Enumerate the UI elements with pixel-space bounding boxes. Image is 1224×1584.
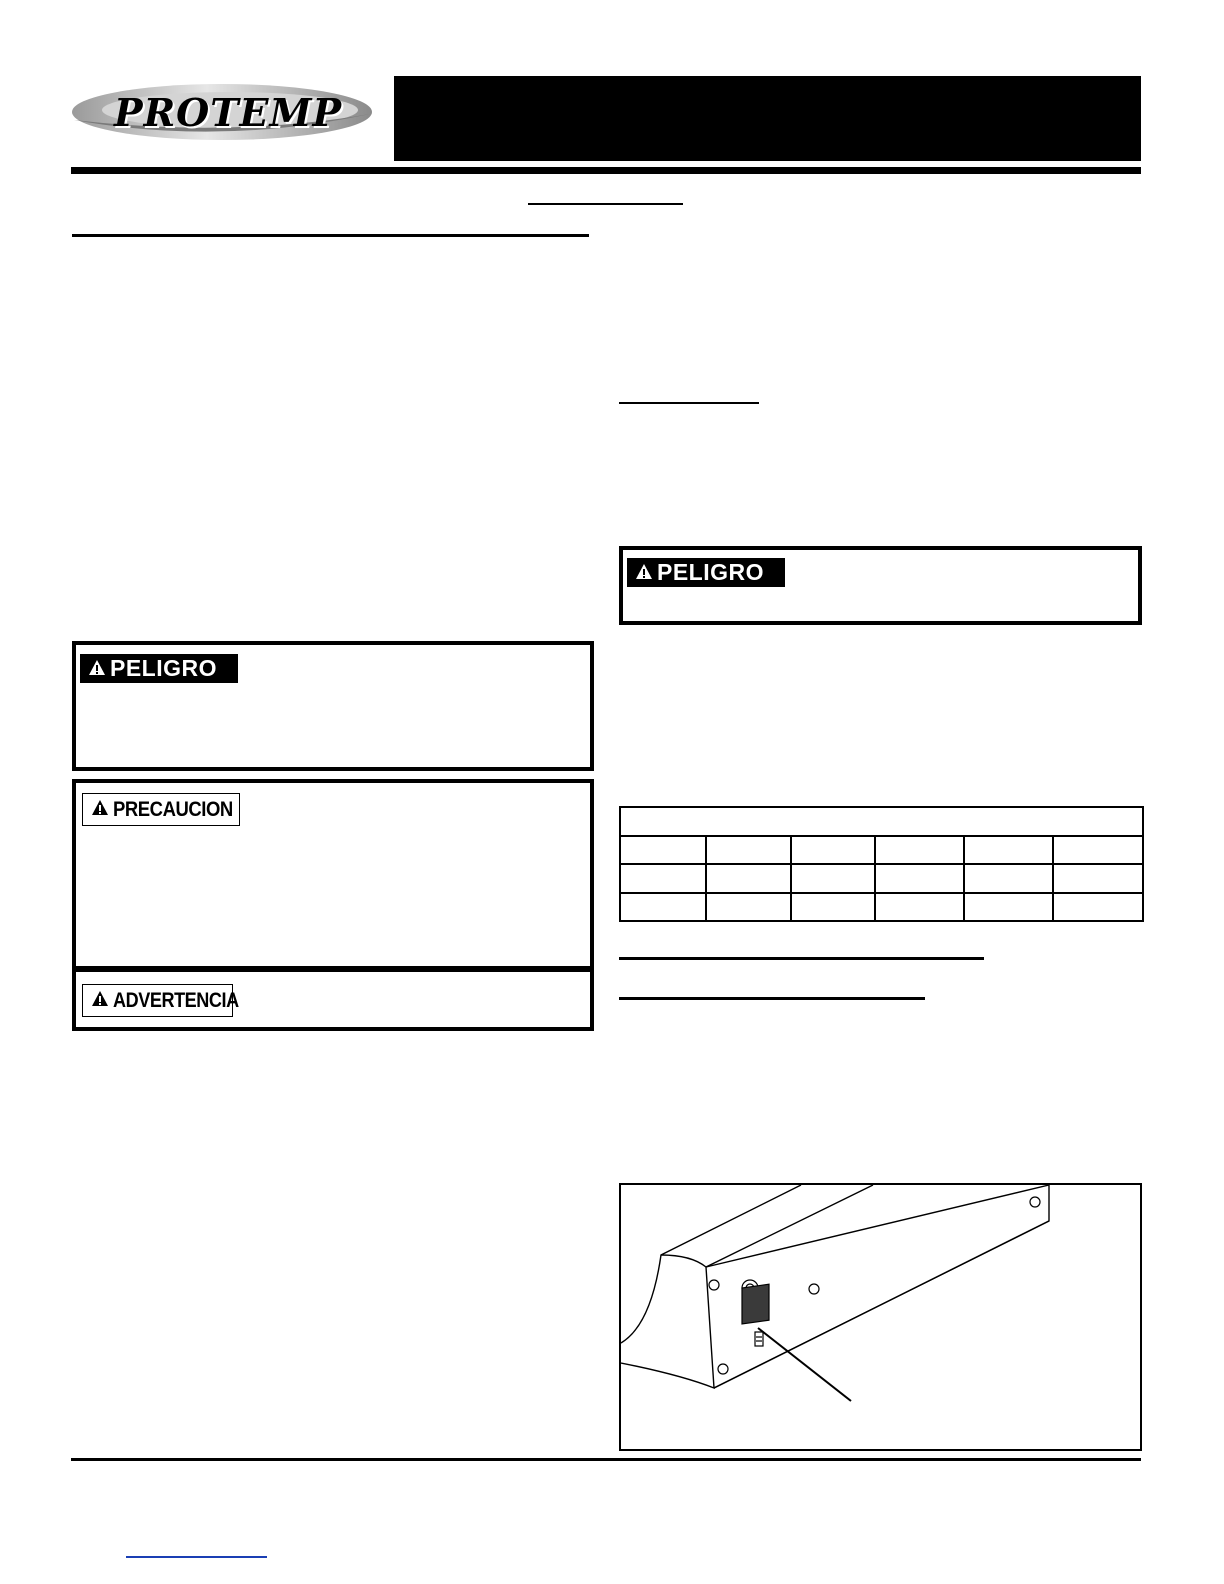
caution-label: PRECAUCION	[113, 797, 233, 821]
warning-triangle-icon	[635, 559, 653, 586]
warning-triangle-icon	[88, 655, 106, 682]
left-danger-box	[72, 641, 594, 771]
danger-badge	[80, 654, 238, 683]
spec-table	[619, 806, 1144, 922]
logo-wordmark: PROTEMP	[114, 90, 343, 135]
table-row	[620, 864, 1143, 892]
left-caution-warning-box	[72, 779, 594, 1031]
warning-triangle-icon	[91, 798, 109, 822]
protemp-logo	[70, 80, 380, 144]
table-header-row	[620, 807, 1143, 836]
danger-label: PELIGRO	[657, 559, 765, 585]
header-rule	[71, 167, 1141, 174]
warning-badge	[82, 984, 239, 1017]
heater-drawing	[621, 1185, 1140, 1449]
footer-link-underline[interactable]	[126, 1556, 267, 1558]
table-row	[620, 836, 1143, 864]
page-heading-underline	[528, 203, 683, 205]
title-bar	[394, 76, 1141, 161]
right-subheading-underline-2	[619, 997, 925, 1000]
caution-warning-divider	[76, 966, 590, 972]
danger-badge	[627, 558, 785, 587]
warning-label: ADVERTENCIA	[113, 988, 239, 1012]
right-section-heading-underline	[619, 402, 759, 404]
right-subheading-underline-1	[619, 957, 984, 960]
danger-label: PELIGRO	[110, 655, 218, 681]
heater-illustration	[619, 1183, 1142, 1451]
table-row	[620, 893, 1143, 921]
warning-triangle-icon	[91, 989, 109, 1013]
footer-rule	[71, 1458, 1141, 1461]
left-section-heading-underline	[72, 234, 589, 237]
right-danger-box	[619, 546, 1142, 625]
caution-badge	[82, 793, 240, 826]
